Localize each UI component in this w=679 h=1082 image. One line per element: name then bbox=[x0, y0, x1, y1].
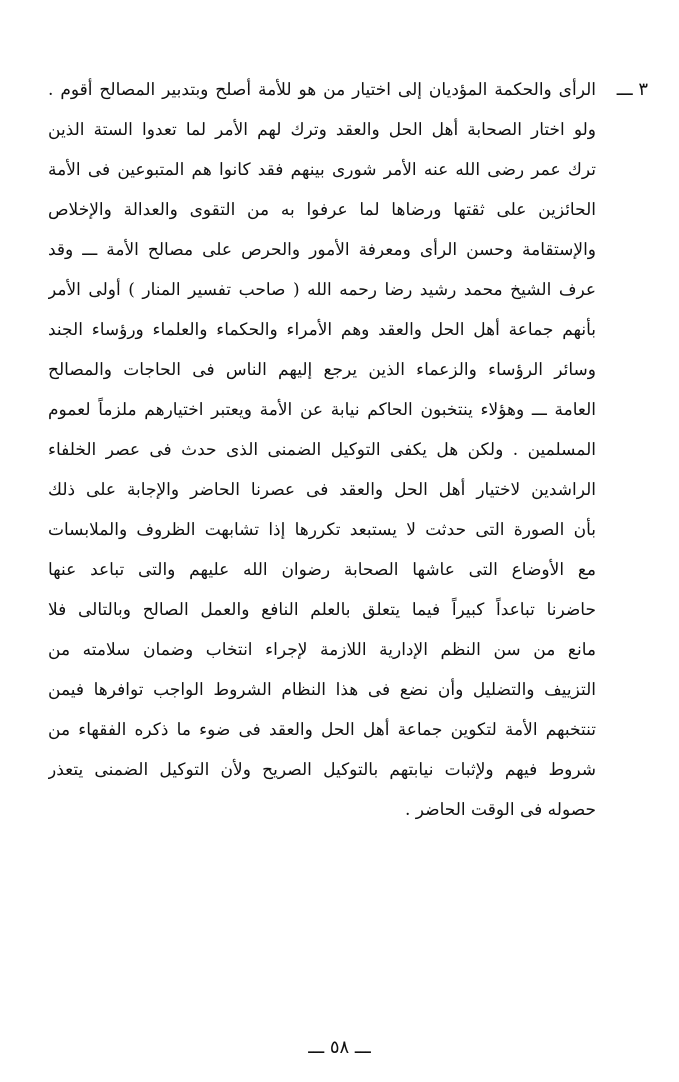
text-line: بأنهم جماعة أهل الحل والعقد وهم الأمراء والحكماء والعلماء ورؤساء الجند bbox=[48, 320, 596, 340]
text-line: والإستقامة وحسن الرأى ومعرفة الأمور والحرص على مصالح الأمة ـــ وقد bbox=[48, 240, 596, 260]
item-number: ٣ ـــ bbox=[616, 79, 648, 100]
text-line-last: حصوله فى الوقت الحاضر . bbox=[404, 800, 596, 820]
text-line: حاضرنا تباعداً كبيراً فيما يتعلق بالعلم النافع والعمل الصالح وبالتالى فلا bbox=[48, 600, 596, 620]
text-line: الرأى والحكمة المؤديان إلى اختيار من هو للأمة أصلح وبتدبير المصالح أقوم . bbox=[48, 80, 596, 100]
text-line: الراشدين لاختيار أهل الحل والعقد فى عصرنا الحاضر والإجابة على ذلك bbox=[48, 480, 596, 500]
text-line: ترك عمر رضى الله عنه الأمر شورى بينهم فقد كانوا هم المتبوعين فى الأمة bbox=[48, 160, 596, 180]
page-number: ـــ ٥٨ ـــ bbox=[308, 1037, 371, 1058]
text-line: بأن الصورة التى حدثت لا يستبعد تكررها إذا تشابهت الظروف والملابسات bbox=[48, 520, 596, 540]
text-line: ولو اختار الصحابة أهل الحل والعقد وترك لهم الأمر لما تعدوا الستة الذين bbox=[48, 120, 596, 140]
text-line: وسائر الرؤساء والزعماء الذين يرجع إليهم الناس فى الحاجات والمصالح bbox=[48, 360, 596, 380]
text-line: عرف الشيخ محمد رشيد رضا رحمه الله ( صاحب تفسير المنار ) أولى الأمر bbox=[48, 280, 596, 300]
text-line: مانع من سن النظم الإدارية اللازمة لإجراء انتخاب وضمان سلامته من bbox=[48, 640, 596, 660]
text-line: العامة ـــ وهؤلاء ينتخبون الحاكم نيابة عن الأمة ويعتبر اختيارهم ملزماً لعموم bbox=[48, 400, 596, 420]
text-line: مع الأوضاع التى عاشها الصحابة رضوان الله عليهم والتى تباعد عنها bbox=[48, 560, 596, 580]
text-line: المسلمين . ولكن هل يكفى التوكيل الضمنى الذى حدث فى عصر الخلفاء bbox=[48, 440, 596, 460]
text-line: تنتخبهم الأمة لتكوين جماعة أهل الحل والعقد فى ضوء ما ذكره الفقهاء من bbox=[48, 720, 596, 740]
text-line: الحائزين على ثقتها ورضاها لما عرفوا به من التقوى والعدالة والإخلاص bbox=[48, 200, 596, 220]
text-line: التزييف والتضليل وأن نضع فى هذا النظام الشروط الواجب توافرها فيمن bbox=[48, 680, 596, 700]
paragraph-text bbox=[48, 70, 596, 830]
numbered-paragraph bbox=[48, 70, 648, 830]
text-line: شروط فيهم ولإثبات نيابتهم بالتوكيل الصريح ولأن التوكيل الضمنى يتعذر bbox=[48, 760, 596, 780]
